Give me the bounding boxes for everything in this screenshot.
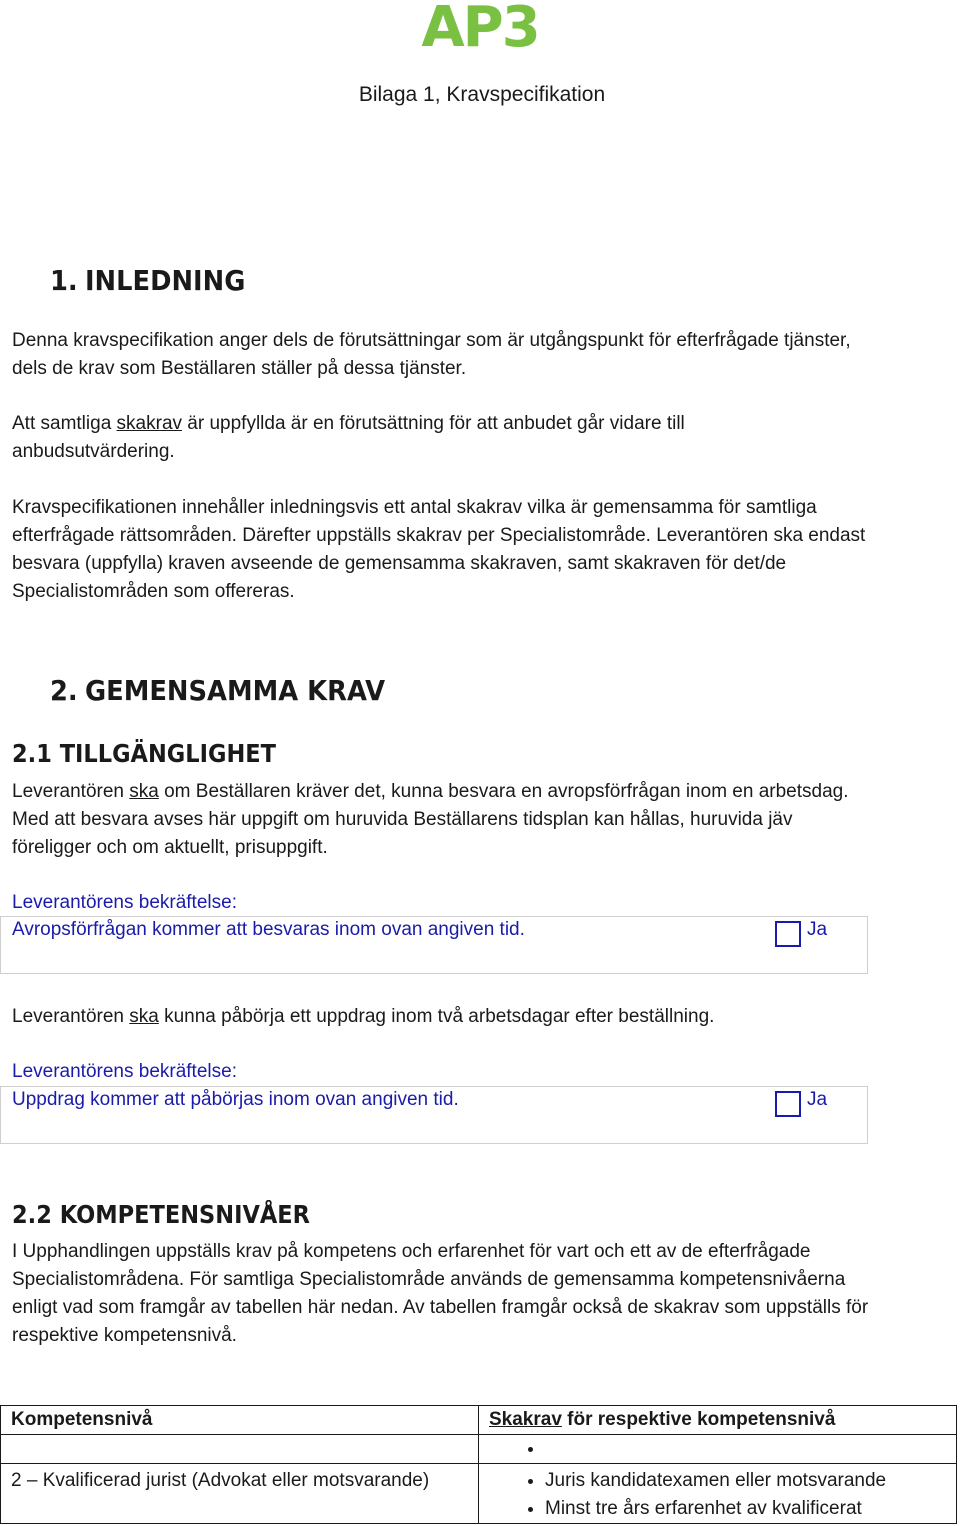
subsection-2-1-title: 2.1 TILLGÄNGLIGHET <box>12 739 276 768</box>
section-1-title: INLEDNING <box>84 264 246 297</box>
confirmation-box-2 <box>0 1086 868 1144</box>
text-span: kunna påbörja ett uppdrag inom två arbetsdagar efter beställning. <box>158 1006 715 1027</box>
confirmation-text-1: Avropsförfrågan kommer att besvaras inom ovan angiven tid. <box>12 919 525 940</box>
table-cell <box>1 1435 479 1464</box>
ja-label-1: Ja <box>807 919 828 940</box>
intro-paragraph-2 <box>12 410 956 466</box>
text-line: efterfrågade rättsområden. Därefter uppställs skakrav per Specialistområde. Leverantören ska endast <box>12 525 866 546</box>
section-2-title: GEMENSAMMA KRAV <box>84 674 386 707</box>
text-line: Denna kravspecifikation anger dels de förutsättningar som är utgångspunkt för efterfrågade tjänster, <box>12 330 851 351</box>
list-item: • Juris kandidatexamen eller motsvarande <box>545 1467 946 1495</box>
text-line: enligt vad som framgår av tabellen här nedan. Av tabellen framgår också de skakrav som uppställs för <box>12 1297 869 1318</box>
ap3-logo: AP3 <box>421 0 539 60</box>
list-item <box>545 1435 946 1463</box>
text-line <box>12 1003 956 1031</box>
table-row <box>1 1464 957 1524</box>
section-2-heading <box>50 674 385 707</box>
confirmation-text-2: Uppdrag kommer att påbörjas inom ovan angiven tid. <box>12 1089 459 1110</box>
text-line <box>12 410 956 438</box>
intro-paragraph-1 <box>12 327 956 383</box>
text-span: är uppfyllda är en förutsättning för att anbudet går vidare till <box>182 413 685 434</box>
confirmation-label-1: Leverantörens bekräftelse: <box>12 892 237 913</box>
header-skakrav <box>479 1406 957 1435</box>
section-1-heading <box>50 264 245 297</box>
skakrav-term: Skakrav <box>489 1409 562 1430</box>
text-line: anbudsutvärdering. <box>12 441 175 462</box>
text-line: dels de krav som Beställaren ställer på dessa tjänster. <box>12 358 467 379</box>
text-line: föreligger och om aktuellt, prisuppgift. <box>12 837 328 858</box>
section-1-number: 1. <box>50 264 78 297</box>
intro-paragraph-3 <box>12 494 956 606</box>
list-item: • Minst tre års erfarenhet av kvalificerat <box>545 1495 946 1523</box>
header-kompetensniva: Kompetensnivå <box>1 1406 479 1435</box>
text-span: för respektive kompetensnivå <box>561 1409 836 1430</box>
ska-term: ska <box>129 1006 159 1027</box>
competence-paragraph <box>12 1238 956 1350</box>
text-line: I Upphandlingen uppställs krav på kompetens och erfarenhet för vart och ett av de efterfrågade <box>12 1241 811 1262</box>
table-cell <box>479 1435 957 1464</box>
section-2-number: 2. <box>50 674 78 707</box>
text-span: Leverantören <box>12 781 130 802</box>
table-row <box>1 1435 957 1464</box>
ska-term: ska <box>129 781 159 802</box>
text-line: Med att besvara avses här uppgift om huruvida Beställarens tidsplan kan hållas, huruvida jäv <box>12 809 793 830</box>
requirement-1 <box>12 778 956 862</box>
text-line: besvara (uppfylla) kraven avseende de gemensamma skakraven, samt skakraven för det/de <box>12 553 787 574</box>
text-span: Att samtliga <box>12 413 117 434</box>
competence-table <box>0 1405 957 1524</box>
text-line: Specialistområdena. För samtliga Specialistområde används de gemensamma kompetensnivåerna <box>12 1269 846 1290</box>
text-line: Kravspecifikationen innehåller inledningsvis ett antal skakrav vilka är gemensamma för samtliga <box>12 497 817 518</box>
text-span: Leverantören <box>12 1006 130 1027</box>
ja-checkbox-2[interactable] <box>775 1091 801 1117</box>
confirmation-label-2: Leverantörens bekräftelse: <box>12 1061 237 1082</box>
confirmation-box-1 <box>0 916 868 974</box>
table-header-row <box>1 1406 957 1435</box>
skakrav-term: skakrav <box>116 413 183 434</box>
skakrav-list-cell <box>479 1464 957 1524</box>
document-subtitle: Bilaga 1, Kravspecifikation <box>358 83 606 106</box>
text-span: om Beställaren kräver det, kunna besvara en avropsförfrågan inom en arbetsdag. <box>158 781 849 802</box>
kompetensniva-2-cell: 2 – Kvalificerad jurist (Advokat eller motsvarande) <box>1 1464 479 1524</box>
ja-label-2: Ja <box>807 1089 828 1110</box>
requirement-2 <box>12 1003 956 1031</box>
subsection-2-2-title: 2.2 KOMPETENSNIVÅER <box>12 1200 310 1229</box>
text-line: respektive kompetensnivå. <box>12 1325 237 1346</box>
text-line <box>12 778 956 806</box>
text-line: Specialistområden som offereras. <box>12 581 295 602</box>
ja-checkbox-1[interactable] <box>775 921 801 947</box>
